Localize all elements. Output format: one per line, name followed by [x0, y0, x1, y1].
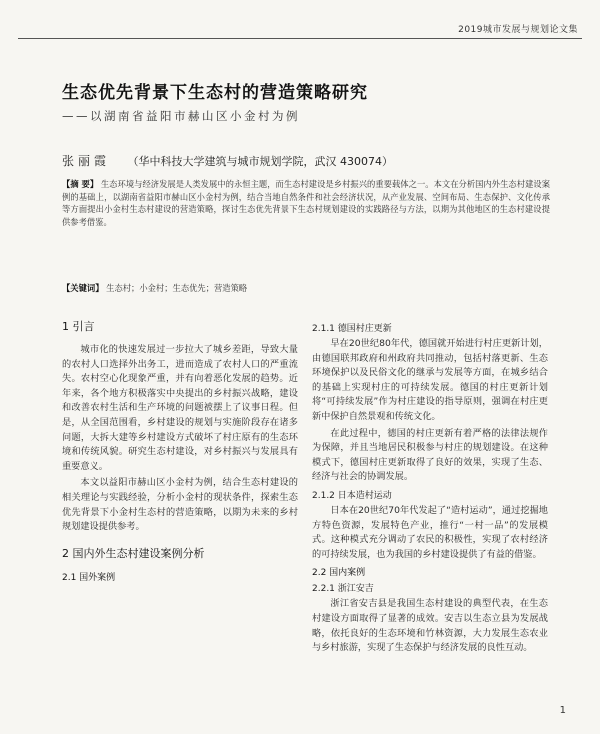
running-header: 2019城市发展与规划论文集 — [458, 25, 578, 35]
header-rule — [18, 38, 582, 39]
subsection-heading-domestic: 2.2 国内案例 — [312, 568, 366, 579]
intro-paragraph: 本文以益阳市赫山区小金村为例，结合生态村建设的相关理论与实践经验，分析小金村的现状条件，探索生态优先背景下小金村生态村的营造策略，以期为未来的乡村规划建设提供参考。 — [62, 477, 298, 533]
section-heading-intro: 1 引言 — [62, 320, 95, 333]
subsection-heading-germany: 2.1.1 德国村庄更新 — [312, 324, 392, 334]
abstract-label: 【摘 要】 — [62, 179, 99, 189]
paper-title: 生态优先背景下生态村的营造策略研究 — [62, 83, 368, 103]
left-column — [62, 318, 298, 586]
body-paragraph: 在此过程中，德国的村庄更新有着严格的法律法规作为保障，并且当地居民积极参与村庄的规划建设。在这种模式下，德国村庄更新取得了良好的效果，实现了生态、经济与社会的协调发展。 — [312, 427, 548, 483]
author-line — [62, 152, 393, 169]
author-name: 张丽霞 — [62, 154, 111, 168]
intro-paragraph: 城市化的快速发展过一步拉大了城乡差距，导致大量的农村人口选择外出务工，进而造成了农村人口的严重流失。农村空心化现象严重，并有向着恶化发展的趋势。近年来，各个地方积极落实中央提出的乡村振兴战略，建设和改善农村生活和生产环境的问题被摆上了议事日程。但是，从全国范围看，乡村建设的规划与实施阶段存在诸多问题，大拆大建等乡村建设方式破坏了村庄原有的生态环境和传统风貌。研究生态村建设，对乡村振兴与发展具有重要意义。 — [62, 344, 298, 472]
body-paragraph: 早在20世纪80年代，德国就开始进行村庄更新计划，由德国联邦政府和州政府共同推动，包括村落更新、生态环境保护以及民俗文化的继承与发展等方面，在城乡结合的基础上实现村庄的可持续发展。德国的村庄更新计划将“可持续发展”作为村庄建设的指导原则，强调在村庄更新中保护自然景观和传统文化。 — [312, 338, 548, 422]
section-heading-cases: 2 国内外生态村建设案例分析 — [62, 546, 205, 560]
abstract — [62, 178, 550, 228]
keywords — [62, 282, 550, 294]
subsection-heading-anji: 2.2.1 浙江安吉 — [312, 584, 374, 595]
author-affiliation: （华中科技大学建筑与城市规划学院，武汉 430074） — [127, 155, 394, 168]
body-paragraph: 日本在20世纪70年代发起了“造村运动”，通过挖掘地方特色资源，发展特色产业，推行“一村一品”的发展模式。这种模式充分调动了农民的积极性，实现了农村经济的可持续发展，也为我国的乡村建设提供了有益的借鉴。 — [312, 504, 548, 560]
page-number: 1 — [559, 705, 566, 716]
subsection-heading-japan: 2.1.2 日本造村运动 — [312, 490, 392, 501]
abstract-text: 生态环境与经济发展是人类发展中的永恒主题，而生态村建设是乡村振兴的重要载体之一。本文在分析国内外生态村建设案例的基础上，以湖南省益阳市赫山区小金村为例，结合当地自然条件和社会经济状况，从产业发展、空间布局、生态保护、文化传承等方面提出小金村生态村建设的营造策略，探讨生态优先背景下生态村规划建设的实践路径与方法，以期为其他地区的生态村建设提供参考借鉴。 — [62, 179, 551, 227]
subsection-heading-foreign: 2.1 国外案例 — [62, 572, 116, 583]
body-paragraph: 浙江省安吉县是我国生态村建设的典型代表，在生态村建设方面取得了显著的成效。安吉以生态立县为发展战略，依托良好的生态环境和竹林资源，大力发展生态农业与乡村旅游，实现了生态保护与经济发展的良性互动。 — [312, 598, 548, 654]
paper-subtitle: ——以湖南省益阳市赫山区小金村为例 — [62, 109, 300, 123]
keywords-label: 【关键词】 — [62, 283, 104, 293]
right-column — [312, 318, 548, 658]
keywords-text: 生态村；小金村；生态优先；营造策略 — [106, 283, 248, 293]
